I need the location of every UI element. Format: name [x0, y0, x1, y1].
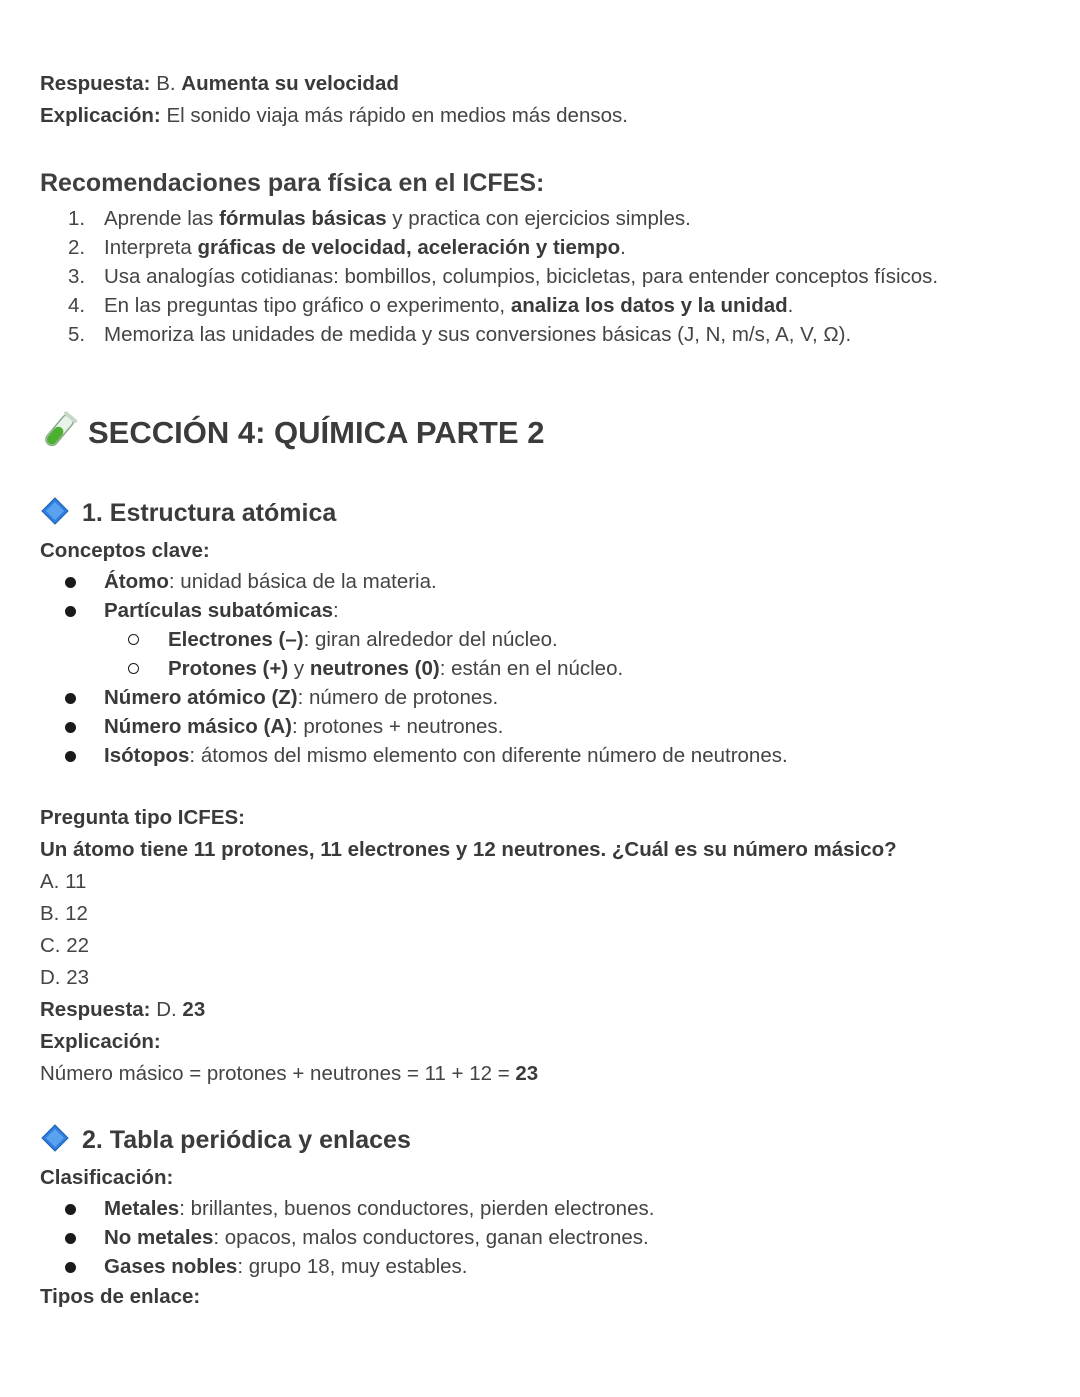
- item-number: 4.: [68, 294, 86, 317]
- item-number: 3.: [68, 265, 86, 288]
- answer-label: Respuesta:: [40, 72, 151, 95]
- concepts-label-text: Conceptos clave:: [40, 539, 210, 562]
- bullet-icon: [65, 751, 76, 762]
- topic2-heading: [40, 1118, 1050, 1162]
- previous-answer: [40, 68, 1050, 100]
- item-bold: No metales: [104, 1226, 214, 1249]
- list-item: [40, 1223, 1050, 1252]
- option-b: B. 12: [40, 902, 88, 925]
- item-text: .: [787, 294, 794, 317]
- recommendations-heading: Recomendaciones para física en el ICFES:: [40, 169, 545, 197]
- explanation-label: Explicación:: [40, 1030, 161, 1053]
- list-item: [40, 683, 1050, 712]
- concepts-label: [40, 535, 1050, 567]
- item-bold: Electrones (–): [168, 628, 304, 651]
- bullet-icon: [65, 1262, 76, 1273]
- item-text: : giran alrededor del núcleo.: [303, 628, 558, 651]
- blue-diamond-icon: [40, 496, 70, 531]
- bullet-icon: [65, 693, 76, 704]
- question-explanation-label: [40, 1026, 1050, 1058]
- item-text: .: [620, 236, 626, 259]
- bullet-icon: [65, 577, 76, 588]
- list-item: [40, 204, 1050, 233]
- option-c: C. 22: [40, 934, 89, 957]
- list-item: [40, 291, 1050, 320]
- item-bold: gráficas de velocidad, aceleración y tiempo: [197, 236, 621, 259]
- circle-bullet-icon: [128, 663, 139, 674]
- item-text: Memoriza las unidades de medida y sus conversiones básicas (J, N, m/s, A, V, Ω).: [104, 323, 852, 346]
- classification-list: [40, 1194, 1050, 1281]
- question-bold: Un átomo tiene 11 protones, 11 electrones y 12 neutrones. ¿Cuál es su número másico?: [40, 838, 897, 861]
- question-text: [40, 834, 1050, 866]
- section-heading: [40, 409, 1050, 457]
- topic1-title: 1. Estructura atómica: [82, 498, 337, 527]
- bonds-label-text: Tipos de enlace:: [40, 1285, 201, 1308]
- item-text: :: [333, 599, 339, 622]
- classification-label: [40, 1162, 1050, 1194]
- section-title: SECCIÓN 4: QUÍMICA PARTE 2: [88, 415, 545, 450]
- item-text: Aprende las: [104, 207, 220, 230]
- topic2-title: 2. Tabla periódica y enlaces: [82, 1125, 411, 1154]
- item-text: y practica con ejercicios simples.: [386, 207, 691, 230]
- question-label-text: Pregunta tipo ICFES:: [40, 806, 245, 829]
- item-bold: fórmulas básicas: [219, 207, 387, 230]
- bullet-icon: [65, 722, 76, 733]
- item-bold: Partículas subatómicas: [104, 599, 334, 622]
- answer-letter: D.: [156, 998, 177, 1021]
- explanation-text: El sonido viaja más rápido en medios más densos.: [166, 104, 628, 127]
- topic1-heading: [40, 491, 1050, 535]
- item-text: : número de protones.: [297, 686, 499, 709]
- bullet-icon: [65, 1204, 76, 1215]
- concepts-list: [40, 567, 1050, 770]
- explanation-label: Explicación:: [40, 104, 161, 127]
- recommendations-list: [40, 204, 1050, 349]
- answer-value: 23: [182, 998, 206, 1021]
- spacer: [40, 770, 1050, 802]
- circle-bullet-icon: [128, 634, 139, 645]
- question-answer: [40, 994, 1050, 1026]
- item-bold: neutrones (0): [309, 657, 440, 680]
- test-tube-icon: [40, 411, 78, 456]
- document-page: [40, 68, 1050, 1313]
- answer-label: Respuesta:: [40, 998, 151, 1021]
- item-bold: Metales: [104, 1197, 180, 1220]
- item-text: y: [288, 657, 310, 680]
- item-text: : átomos del mismo elemento con diferente número de neutrones.: [189, 744, 788, 767]
- list-item: [40, 233, 1050, 262]
- option-d: D. 23: [40, 966, 89, 989]
- answer-text: Aumenta su velocidad: [181, 72, 399, 95]
- question-explanation: [40, 1058, 1050, 1090]
- item-bold: Átomo: [104, 570, 169, 593]
- option-a: A. 11: [40, 870, 87, 893]
- bonds-label: [40, 1281, 1050, 1313]
- item-bold: Protones (+): [168, 657, 289, 680]
- answer-letter: B.: [156, 72, 176, 95]
- explanation-result: 23: [515, 1062, 539, 1085]
- blue-diamond-icon: [40, 1123, 70, 1158]
- item-text: Interpreta: [104, 236, 198, 259]
- item-bold: Número atómico (Z): [104, 686, 298, 709]
- list-item: [40, 320, 1050, 349]
- list-item: [40, 262, 1050, 291]
- item-number: 2.: [68, 236, 86, 259]
- item-bold: analiza los datos y la unidad: [510, 294, 788, 317]
- question-label: [40, 802, 1050, 834]
- list-item: [40, 1194, 1050, 1223]
- item-bold: Número másico (A): [104, 715, 292, 738]
- list-item: [40, 741, 1050, 770]
- list-item: [40, 712, 1050, 741]
- sub-list-item: [40, 625, 1050, 654]
- list-item: [40, 567, 1050, 596]
- previous-explanation: [40, 100, 1050, 132]
- item-text: : están en el núcleo.: [439, 657, 624, 680]
- item-text: : opacos, malos conductores, ganan electrones.: [213, 1226, 649, 1249]
- list-item: [40, 596, 1050, 625]
- item-bold: Isótopos: [104, 744, 190, 767]
- bullet-icon: [65, 1233, 76, 1244]
- list-item: [40, 1252, 1050, 1281]
- explanation-text: Número másico = protones + neutrones = 11 + 12 =: [40, 1062, 516, 1085]
- item-text: Usa analogías cotidianas: bombillos, columpios, bicicletas, para entender conceptos físicos.: [104, 265, 939, 288]
- classification-label-text: Clasificación:: [40, 1166, 174, 1189]
- item-text: : brillantes, buenos conductores, pierden electrones.: [179, 1197, 655, 1220]
- item-text: : protones + neutrones.: [291, 715, 504, 738]
- bullet-icon: [65, 606, 76, 617]
- item-number: 1.: [68, 207, 86, 230]
- sub-list-item: [40, 654, 1050, 683]
- item-bold: Gases nobles: [104, 1255, 238, 1278]
- item-text: En las preguntas tipo gráfico o experimento,: [104, 294, 511, 317]
- item-text: : unidad básica de la materia.: [168, 570, 437, 593]
- item-number: 5.: [68, 323, 86, 346]
- item-text: : grupo 18, muy estables.: [237, 1255, 468, 1278]
